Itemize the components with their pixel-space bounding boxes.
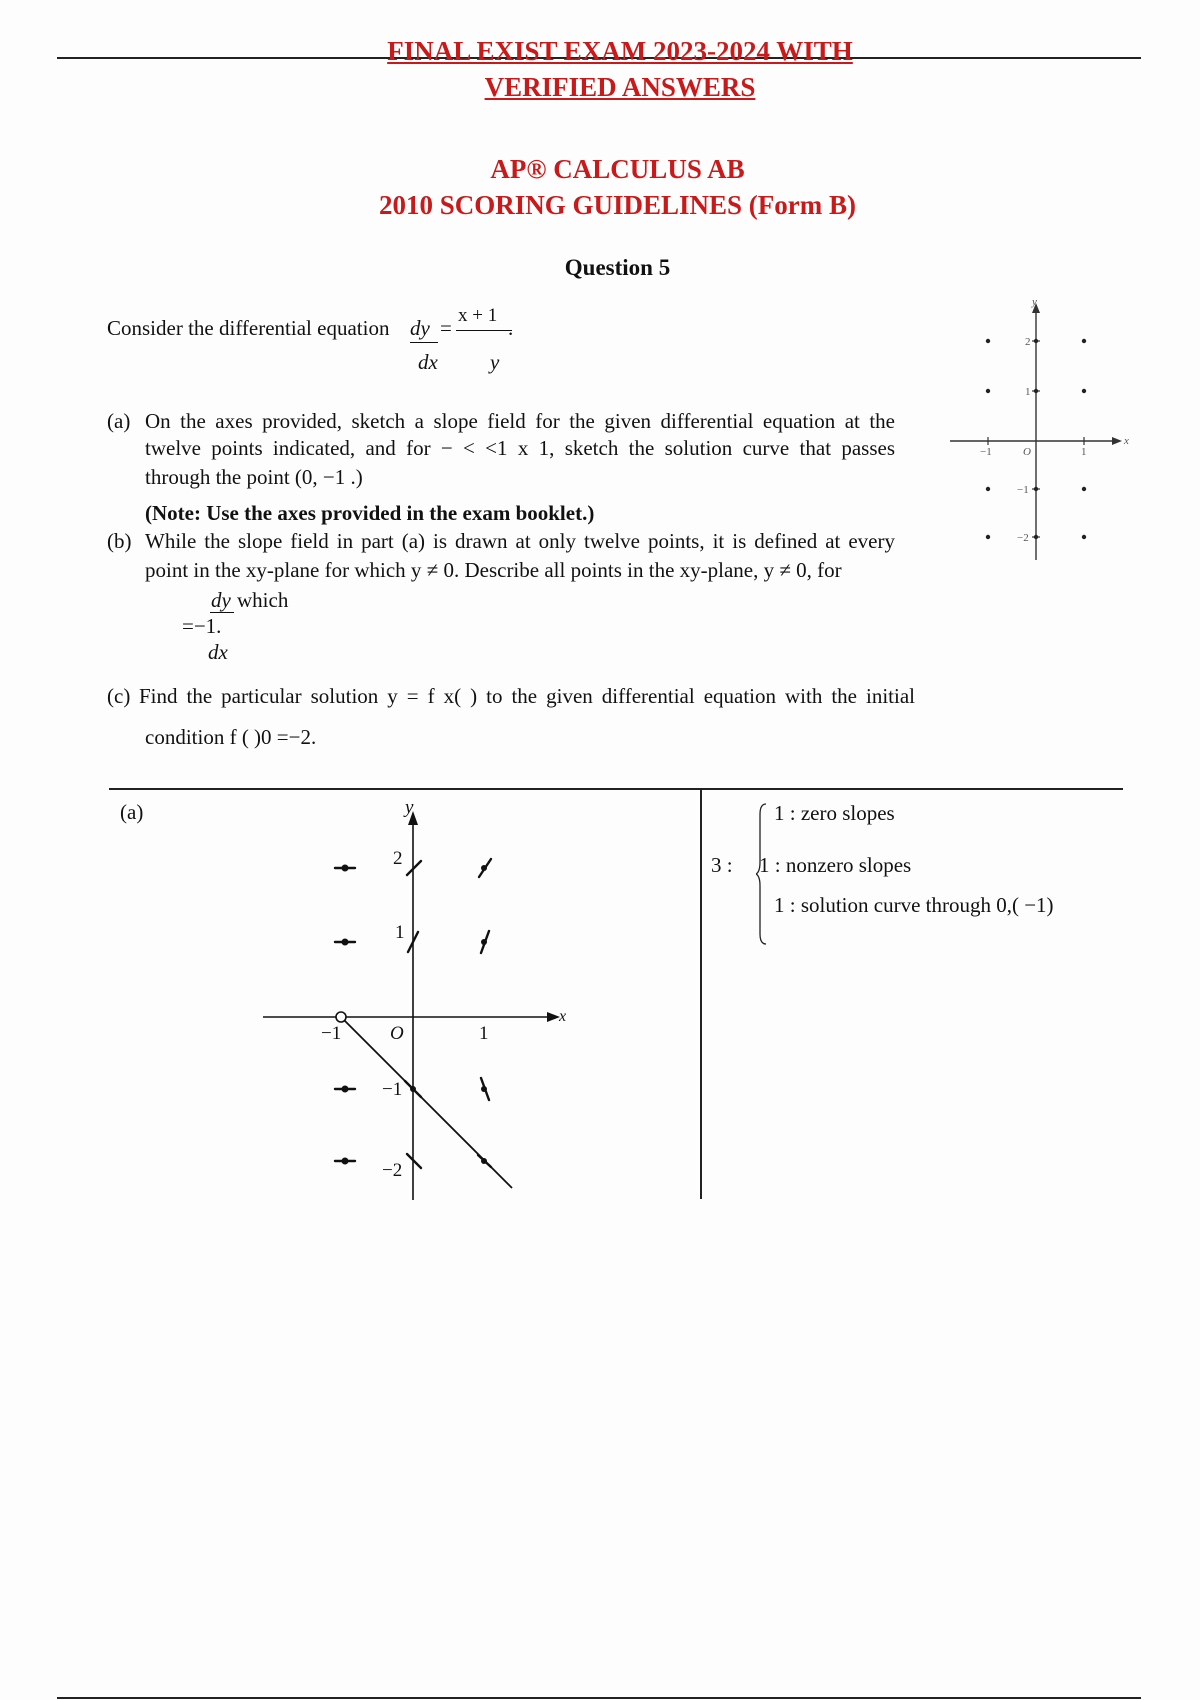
- small-point: [1034, 389, 1038, 393]
- small-slope-field-axes: [940, 295, 1140, 565]
- small-point: [1034, 487, 1038, 491]
- small-point: [986, 389, 990, 393]
- small-x-axis-label: x: [1124, 435, 1129, 447]
- field-point: [342, 865, 349, 872]
- solution-y-tick-label: 1: [395, 922, 405, 943]
- rubric-item-nonzero-slopes: 1 : nonzero slopes: [759, 853, 912, 877]
- field-point: [342, 1158, 349, 1165]
- scoring-guidelines-title: 2010 SCORING GUIDELINES (Form B): [378, 190, 857, 220]
- header-title-line1-text: FINAL EXIST EXAM 2023-2024 WITH: [387, 36, 853, 66]
- field-point: [481, 939, 487, 945]
- prompt-equals: =: [440, 316, 452, 340]
- part-b-dy: dy: [211, 588, 231, 612]
- small-point: [1082, 339, 1086, 343]
- rubric-item-solution-curve: 1 : solution curve through 0,( −1): [774, 893, 1054, 917]
- field-point: [481, 1086, 487, 1092]
- rubric-item-zero-slopes: 1 : zero slopes: [774, 801, 895, 825]
- small-point: [1082, 487, 1086, 491]
- small-point: [986, 339, 990, 343]
- part-b-line1: While the slope field in part (a) is drawn at only twelve points, it is defined at every: [145, 529, 895, 553]
- prompt-dy: dy: [410, 316, 430, 340]
- solution-slope-field: [255, 795, 585, 1205]
- prompt-denominator: y: [490, 350, 500, 374]
- part-b-line2: point in the xy-plane for which y ≠ 0. Describe all points in the xy-plane, y ≠ 0, for: [145, 558, 842, 582]
- table-divider: [700, 788, 702, 1199]
- prompt-dydx-bar: [410, 342, 438, 343]
- prompt-intro: Consider the differential equation: [107, 316, 390, 340]
- small-x-tick-label: 1: [1081, 446, 1087, 458]
- small-point: [1034, 339, 1038, 343]
- header-title-line2: [20, 72, 1200, 103]
- ap-course-title: AP® CALCULUS AB: [490, 154, 745, 184]
- solution-x-tick-label: −1: [321, 1023, 342, 1044]
- small-x-arrow-icon: [1112, 437, 1122, 445]
- part-b-dx: dx: [208, 640, 228, 664]
- part-c-line1: Find the particular solution y = f x( ) to the given differential equation with the initial: [139, 684, 915, 708]
- field-point: [342, 1086, 349, 1093]
- question-title: Question 5: [564, 255, 671, 280]
- bottom-rule: [57, 1697, 1141, 1699]
- part-a-line2: twelve points indicated, and for − < <1 x 1, sketch the solution curve that passes: [145, 436, 895, 460]
- part-b-equation: =−1.: [182, 614, 222, 638]
- header-title-line1: [20, 36, 1200, 67]
- prompt-fraction-bar: [456, 330, 512, 331]
- solution-y-tick-label: −1: [382, 1079, 403, 1100]
- slope-segment: [407, 861, 421, 875]
- part-c-label: (c): [107, 684, 131, 708]
- part-a-line1: On the axes provided, sketch a slope field for the given differential equation at the: [145, 409, 895, 433]
- slope-segment: [407, 1154, 421, 1168]
- small-y-tick-label: −1: [1017, 484, 1029, 496]
- small-y-tick-label: −2: [1017, 532, 1029, 544]
- small-point: [1082, 535, 1086, 539]
- solution-y-tick-label: 2: [393, 848, 403, 869]
- rubric-points: 3 :: [711, 853, 733, 877]
- small-y-tick-label: 2: [1025, 336, 1031, 348]
- small-x-tick-label: −1: [980, 446, 992, 458]
- prompt-dx: dx: [418, 350, 438, 374]
- table-top-rule: [109, 788, 1123, 790]
- part-b-label: (b): [107, 529, 132, 553]
- small-point: [1082, 389, 1086, 393]
- solution-origin-label: O: [390, 1023, 404, 1044]
- solution-part-label: (a): [120, 800, 144, 824]
- solution-x-tick-label: 1: [479, 1023, 489, 1044]
- part-a-line3: through the point (0, −1 .): [145, 465, 363, 489]
- solution-x-axis-label: x: [559, 1008, 567, 1025]
- small-point: [986, 535, 990, 539]
- small-point: [986, 487, 990, 491]
- header-title-line2-text: VERIFIED ANSWERS: [484, 72, 756, 102]
- field-point: [342, 939, 349, 946]
- prompt-period: .: [508, 316, 514, 340]
- part-a-label: (a): [107, 409, 131, 433]
- field-point: [481, 865, 487, 871]
- open-endpoint: [336, 1012, 346, 1022]
- small-y-axis-label: y: [1032, 296, 1037, 308]
- solution-y-tick-label: −2: [382, 1160, 403, 1181]
- solution-y-axis-label: y: [405, 797, 414, 818]
- small-y-tick-label: 1: [1025, 386, 1031, 398]
- part-b-which: which: [237, 588, 289, 612]
- part-a-note: (Note: Use the axes provided in the exam booklet.): [145, 501, 595, 525]
- small-origin-label: O: [1023, 446, 1031, 458]
- small-point: [1034, 535, 1038, 539]
- prompt-numerator: x + 1: [458, 305, 498, 326]
- part-c-line2: condition f ( )0 =−2.: [145, 725, 317, 749]
